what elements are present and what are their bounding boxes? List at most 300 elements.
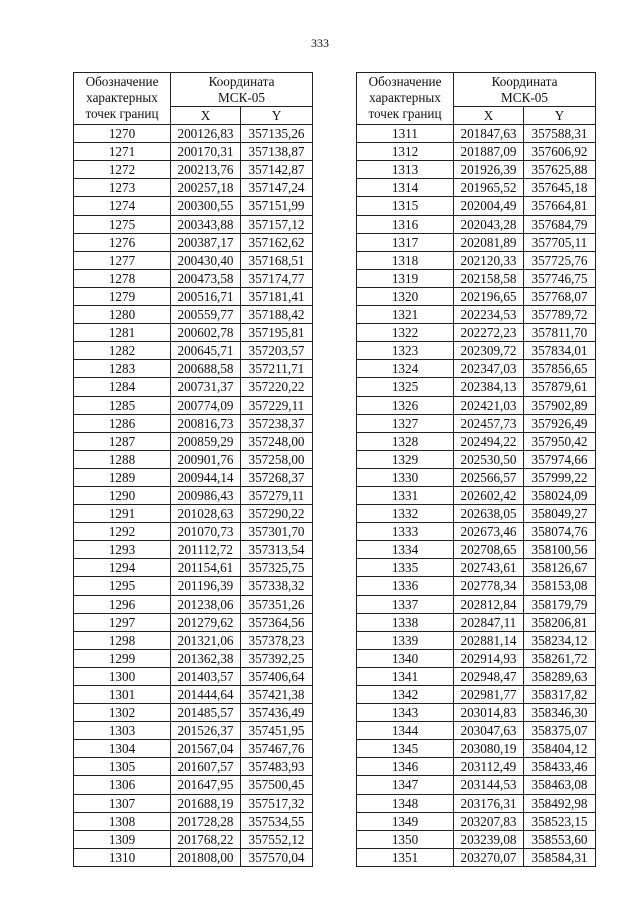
table-row <box>74 324 313 342</box>
point-number-cell: 1349 <box>357 812 454 830</box>
point-number-cell: 1316 <box>357 215 454 233</box>
y-coordinate-cell: 358179,79 <box>524 595 596 613</box>
point-number-cell: 1290 <box>74 486 171 504</box>
point-number-cell: 1320 <box>357 287 454 305</box>
table-row <box>357 704 596 722</box>
x-coordinate-cell: 202981,77 <box>454 686 524 704</box>
point-number-cell: 1329 <box>357 450 454 468</box>
designation-header <box>357 73 454 125</box>
y-coordinate-cell: 357534,55 <box>241 812 313 830</box>
designation-header-line: Обозначение <box>368 74 442 89</box>
y-coordinate-cell: 358492,98 <box>524 794 596 812</box>
y-coordinate-cell: 357157,12 <box>241 215 313 233</box>
x-coordinate-cell: 202421,03 <box>454 396 524 414</box>
point-number-cell: 1280 <box>74 306 171 324</box>
y-coordinate-cell: 357188,42 <box>241 306 313 324</box>
table-row <box>357 486 596 504</box>
table-row <box>357 812 596 830</box>
y-coordinate-cell: 357229,11 <box>241 396 313 414</box>
point-number-cell: 1300 <box>74 667 171 685</box>
table-row <box>74 830 313 848</box>
x-coordinate-cell: 201362,38 <box>171 649 241 667</box>
x-coordinate-cell: 202457,73 <box>454 414 524 432</box>
x-coordinate-cell: 200300,55 <box>171 197 241 215</box>
x-coordinate-cell: 200901,76 <box>171 450 241 468</box>
x-coordinate-cell: 201403,57 <box>171 667 241 685</box>
y-coordinate-cell: 357203,57 <box>241 342 313 360</box>
header-row <box>74 73 313 107</box>
x-coordinate-cell: 200343,88 <box>171 215 241 233</box>
x-coordinate-cell: 201965,52 <box>454 179 524 197</box>
x-coordinate-cell: 202812,84 <box>454 595 524 613</box>
point-number-cell: 1327 <box>357 414 454 432</box>
x-coordinate-cell: 201444,64 <box>171 686 241 704</box>
table-row <box>74 450 313 468</box>
designation-header-line: Обозначение <box>85 74 159 89</box>
point-number-cell: 1328 <box>357 432 454 450</box>
y-coordinate-cell: 357552,12 <box>241 830 313 848</box>
table-row <box>74 342 313 360</box>
x-coordinate-cell: 200944,14 <box>171 468 241 486</box>
table-row <box>357 613 596 631</box>
point-number-cell: 1296 <box>74 595 171 613</box>
x-coordinate-cell: 202602,42 <box>454 486 524 504</box>
table-row <box>357 287 596 305</box>
y-coordinate-cell: 357436,49 <box>241 704 313 722</box>
y-coordinate-cell: 358375,07 <box>524 722 596 740</box>
point-number-cell: 1321 <box>357 306 454 324</box>
y-coordinate-cell: 357625,88 <box>524 161 596 179</box>
table-row <box>74 505 313 523</box>
coordinate-group-header <box>171 73 313 107</box>
table-row <box>74 613 313 631</box>
table-row <box>357 161 596 179</box>
y-coordinate-cell: 357926,49 <box>524 414 596 432</box>
x-coordinate-cell: 201526,37 <box>171 722 241 740</box>
y-coordinate-cell: 357746,75 <box>524 269 596 287</box>
y-column-header: Y <box>241 107 313 125</box>
y-coordinate-cell: 357135,26 <box>241 125 313 143</box>
point-number-cell: 1305 <box>74 758 171 776</box>
x-coordinate-cell: 200126,83 <box>171 125 241 143</box>
coordinates-table-right <box>356 72 596 867</box>
x-column-header: X <box>454 107 524 125</box>
y-coordinate-cell: 358074,76 <box>524 523 596 541</box>
table-row <box>74 468 313 486</box>
y-coordinate-cell: 358100,56 <box>524 541 596 559</box>
point-number-cell: 1312 <box>357 143 454 161</box>
y-coordinate-cell: 358049,27 <box>524 505 596 523</box>
y-coordinate-cell: 357268,37 <box>241 468 313 486</box>
y-coordinate-cell: 357856,65 <box>524 360 596 378</box>
point-number-cell: 1323 <box>357 342 454 360</box>
table-row <box>74 306 313 324</box>
y-coordinate-cell: 357162,62 <box>241 233 313 251</box>
y-coordinate-cell: 357768,07 <box>524 287 596 305</box>
table-body <box>74 125 313 867</box>
table-row <box>74 758 313 776</box>
table-row <box>357 215 596 233</box>
y-coordinate-cell: 357338,32 <box>241 577 313 595</box>
x-coordinate-cell: 201887,09 <box>454 143 524 161</box>
y-coordinate-cell: 357181,41 <box>241 287 313 305</box>
y-coordinate-cell: 358126,67 <box>524 559 596 577</box>
table-row <box>357 776 596 794</box>
designation-header-line: характерных <box>369 90 441 105</box>
point-number-cell: 1288 <box>74 450 171 468</box>
table-row <box>357 686 596 704</box>
point-number-cell: 1340 <box>357 649 454 667</box>
point-number-cell: 1299 <box>74 649 171 667</box>
point-number-cell: 1315 <box>357 197 454 215</box>
x-coordinate-cell: 203207,83 <box>454 812 524 830</box>
y-coordinate-cell: 357974,66 <box>524 450 596 468</box>
y-coordinate-cell: 357238,37 <box>241 414 313 432</box>
x-coordinate-cell: 202234,53 <box>454 306 524 324</box>
x-coordinate-cell: 200473,58 <box>171 269 241 287</box>
x-coordinate-cell: 201647,95 <box>171 776 241 794</box>
designation-header-line: точек границ <box>368 106 442 121</box>
x-coordinate-cell: 200559,77 <box>171 306 241 324</box>
point-number-cell: 1346 <box>357 758 454 776</box>
table-row <box>357 559 596 577</box>
table-row <box>357 595 596 613</box>
coordinate-header-line: МСК-05 <box>218 89 265 105</box>
x-coordinate-cell: 203112,49 <box>454 758 524 776</box>
y-column-header: Y <box>524 107 596 125</box>
x-coordinate-cell: 200859,29 <box>171 432 241 450</box>
table-row <box>74 125 313 143</box>
x-coordinate-cell: 201567,04 <box>171 740 241 758</box>
y-coordinate-cell: 357211,71 <box>241 360 313 378</box>
point-number-cell: 1324 <box>357 360 454 378</box>
table-row <box>74 595 313 613</box>
y-coordinate-cell: 358346,30 <box>524 704 596 722</box>
x-coordinate-cell: 202196,65 <box>454 287 524 305</box>
y-coordinate-cell: 358433,46 <box>524 758 596 776</box>
table-row <box>357 740 596 758</box>
y-coordinate-cell: 357834,01 <box>524 342 596 360</box>
point-number-cell: 1289 <box>74 468 171 486</box>
x-coordinate-cell: 203176,31 <box>454 794 524 812</box>
point-number-cell: 1272 <box>74 161 171 179</box>
y-coordinate-cell: 357570,04 <box>241 848 313 866</box>
point-number-cell: 1350 <box>357 830 454 848</box>
y-coordinate-cell: 358553,60 <box>524 830 596 848</box>
point-number-cell: 1277 <box>74 251 171 269</box>
table-row <box>357 541 596 559</box>
y-coordinate-cell: 357168,51 <box>241 251 313 269</box>
table-row <box>357 450 596 468</box>
y-coordinate-cell: 357151,99 <box>241 197 313 215</box>
designation-header <box>74 73 171 125</box>
point-number-cell: 1351 <box>357 848 454 866</box>
y-coordinate-cell: 357789,72 <box>524 306 596 324</box>
x-coordinate-cell: 202309,72 <box>454 342 524 360</box>
point-number-cell: 1273 <box>74 179 171 197</box>
table-row <box>357 722 596 740</box>
table-row <box>74 631 313 649</box>
y-coordinate-cell: 357879,61 <box>524 378 596 396</box>
point-number-cell: 1334 <box>357 541 454 559</box>
y-coordinate-cell: 357279,11 <box>241 486 313 504</box>
table-row <box>74 667 313 685</box>
x-coordinate-cell: 201321,06 <box>171 631 241 649</box>
x-coordinate-cell: 201926,39 <box>454 161 524 179</box>
x-coordinate-cell: 201279,62 <box>171 613 241 631</box>
point-number-cell: 1276 <box>74 233 171 251</box>
y-coordinate-cell: 357588,31 <box>524 125 596 143</box>
y-coordinate-cell: 357301,70 <box>241 523 313 541</box>
point-number-cell: 1330 <box>357 468 454 486</box>
point-number-cell: 1306 <box>74 776 171 794</box>
designation-header-line: точек границ <box>85 106 159 121</box>
x-coordinate-cell: 202743,61 <box>454 559 524 577</box>
table-row <box>357 848 596 866</box>
x-coordinate-cell: 200774,09 <box>171 396 241 414</box>
table-row <box>357 360 596 378</box>
y-coordinate-cell: 357606,92 <box>524 143 596 161</box>
y-coordinate-cell: 357195,81 <box>241 324 313 342</box>
x-coordinate-cell: 202120,33 <box>454 251 524 269</box>
table-row <box>74 559 313 577</box>
y-coordinate-cell: 357467,76 <box>241 740 313 758</box>
x-coordinate-cell: 200602,78 <box>171 324 241 342</box>
x-coordinate-cell: 202566,57 <box>454 468 524 486</box>
y-coordinate-cell: 357220,22 <box>241 378 313 396</box>
point-number-cell: 1278 <box>74 269 171 287</box>
x-coordinate-cell: 201607,57 <box>171 758 241 776</box>
table-row <box>74 541 313 559</box>
y-coordinate-cell: 357999,22 <box>524 468 596 486</box>
point-number-cell: 1307 <box>74 794 171 812</box>
x-coordinate-cell: 201154,61 <box>171 559 241 577</box>
coordinate-header-line: Координата <box>491 73 558 89</box>
x-coordinate-cell: 200516,71 <box>171 287 241 305</box>
x-coordinate-cell: 202638,05 <box>454 505 524 523</box>
point-number-cell: 1275 <box>74 215 171 233</box>
y-coordinate-cell: 357392,25 <box>241 649 313 667</box>
y-coordinate-cell: 358206,81 <box>524 613 596 631</box>
table-row <box>357 505 596 523</box>
y-coordinate-cell: 357351,26 <box>241 595 313 613</box>
table-row <box>74 740 313 758</box>
point-number-cell: 1298 <box>74 631 171 649</box>
table-row <box>74 432 313 450</box>
x-coordinate-cell: 203014,83 <box>454 704 524 722</box>
table-row <box>357 523 596 541</box>
y-coordinate-cell: 357364,56 <box>241 613 313 631</box>
point-number-cell: 1301 <box>74 686 171 704</box>
table-row <box>357 378 596 396</box>
table-row <box>357 143 596 161</box>
point-number-cell: 1335 <box>357 559 454 577</box>
point-number-cell: 1291 <box>74 505 171 523</box>
x-coordinate-cell: 200213,76 <box>171 161 241 179</box>
table-row <box>74 269 313 287</box>
table-row <box>74 396 313 414</box>
table-row <box>74 197 313 215</box>
table-row <box>74 794 313 812</box>
table-row <box>357 414 596 432</box>
table-row <box>357 667 596 685</box>
x-coordinate-cell: 200170,31 <box>171 143 241 161</box>
y-coordinate-cell: 358584,31 <box>524 848 596 866</box>
y-coordinate-cell: 357248,00 <box>241 432 313 450</box>
x-coordinate-cell: 200387,17 <box>171 233 241 251</box>
coordinates-table-left <box>73 72 313 867</box>
table-row <box>74 486 313 504</box>
point-number-cell: 1270 <box>74 125 171 143</box>
point-number-cell: 1284 <box>74 378 171 396</box>
table-row <box>74 251 313 269</box>
x-coordinate-cell: 203239,08 <box>454 830 524 848</box>
x-coordinate-cell: 202384,13 <box>454 378 524 396</box>
table-row <box>357 179 596 197</box>
point-number-cell: 1336 <box>357 577 454 595</box>
point-number-cell: 1285 <box>74 396 171 414</box>
y-coordinate-cell: 357811,70 <box>524 324 596 342</box>
x-coordinate-cell: 203080,19 <box>454 740 524 758</box>
y-coordinate-cell: 358024,09 <box>524 486 596 504</box>
table-row <box>357 269 596 287</box>
point-number-cell: 1309 <box>74 830 171 848</box>
y-coordinate-cell: 358317,82 <box>524 686 596 704</box>
y-coordinate-cell: 357325,75 <box>241 559 313 577</box>
point-number-cell: 1293 <box>74 541 171 559</box>
y-coordinate-cell: 358463,08 <box>524 776 596 794</box>
point-number-cell: 1319 <box>357 269 454 287</box>
point-number-cell: 1271 <box>74 143 171 161</box>
point-number-cell: 1343 <box>357 704 454 722</box>
x-coordinate-cell: 201238,06 <box>171 595 241 613</box>
point-number-cell: 1311 <box>357 125 454 143</box>
table-row <box>357 125 596 143</box>
point-number-cell: 1348 <box>357 794 454 812</box>
table-row <box>74 179 313 197</box>
y-coordinate-cell: 357378,23 <box>241 631 313 649</box>
point-number-cell: 1286 <box>74 414 171 432</box>
header-row <box>357 73 596 107</box>
table-row <box>74 523 313 541</box>
table-row <box>357 830 596 848</box>
table-row <box>357 342 596 360</box>
x-coordinate-cell: 201808,00 <box>171 848 241 866</box>
table-row <box>74 649 313 667</box>
point-number-cell: 1339 <box>357 631 454 649</box>
coordinate-header-line: Координата <box>208 73 275 89</box>
x-coordinate-cell: 200257,18 <box>171 179 241 197</box>
designation-header-line: характерных <box>86 90 158 105</box>
table-row <box>74 143 313 161</box>
table-body <box>357 125 596 867</box>
point-number-cell: 1332 <box>357 505 454 523</box>
y-coordinate-cell: 357645,18 <box>524 179 596 197</box>
point-number-cell: 1274 <box>74 197 171 215</box>
y-coordinate-cell: 357147,24 <box>241 179 313 197</box>
table-row <box>74 215 313 233</box>
point-number-cell: 1292 <box>74 523 171 541</box>
point-number-cell: 1297 <box>74 613 171 631</box>
y-coordinate-cell: 357500,45 <box>241 776 313 794</box>
y-coordinate-cell: 357138,87 <box>241 143 313 161</box>
x-coordinate-cell: 202004,49 <box>454 197 524 215</box>
point-number-cell: 1318 <box>357 251 454 269</box>
point-number-cell: 1331 <box>357 486 454 504</box>
x-coordinate-cell: 202914,93 <box>454 649 524 667</box>
table-row <box>74 704 313 722</box>
table-row <box>357 197 596 215</box>
point-number-cell: 1282 <box>74 342 171 360</box>
y-coordinate-cell: 357406,64 <box>241 667 313 685</box>
x-coordinate-cell: 201196,39 <box>171 577 241 595</box>
page-number: 333 <box>311 36 329 50</box>
table-row <box>357 233 596 251</box>
y-coordinate-cell: 358289,63 <box>524 667 596 685</box>
table-row <box>74 161 313 179</box>
table-row <box>357 306 596 324</box>
table-row <box>74 378 313 396</box>
x-coordinate-cell: 201847,63 <box>454 125 524 143</box>
y-coordinate-cell: 358234,12 <box>524 631 596 649</box>
point-number-cell: 1279 <box>74 287 171 305</box>
y-coordinate-cell: 357421,38 <box>241 686 313 704</box>
table-row <box>74 848 313 866</box>
y-coordinate-cell: 357313,54 <box>241 541 313 559</box>
table-row <box>357 396 596 414</box>
y-coordinate-cell: 357725,76 <box>524 251 596 269</box>
x-coordinate-cell: 200816,73 <box>171 414 241 432</box>
x-coordinate-cell: 201485,57 <box>171 704 241 722</box>
y-coordinate-cell: 357451,95 <box>241 722 313 740</box>
point-number-cell: 1308 <box>74 812 171 830</box>
y-coordinate-cell: 357142,87 <box>241 161 313 179</box>
point-number-cell: 1326 <box>357 396 454 414</box>
x-coordinate-cell: 201028,63 <box>171 505 241 523</box>
x-coordinate-cell: 202673,46 <box>454 523 524 541</box>
x-coordinate-cell: 202043,28 <box>454 215 524 233</box>
x-coordinate-cell: 200986,43 <box>171 486 241 504</box>
x-coordinate-cell: 201768,22 <box>171 830 241 848</box>
y-coordinate-cell: 357174,77 <box>241 269 313 287</box>
y-coordinate-cell: 357664,81 <box>524 197 596 215</box>
x-coordinate-cell: 203047,63 <box>454 722 524 740</box>
y-coordinate-cell: 357517,32 <box>241 794 313 812</box>
point-number-cell: 1337 <box>357 595 454 613</box>
x-coordinate-cell: 202081,89 <box>454 233 524 251</box>
point-number-cell: 1313 <box>357 161 454 179</box>
point-number-cell: 1283 <box>74 360 171 378</box>
point-number-cell: 1281 <box>74 324 171 342</box>
x-column-header: X <box>171 107 241 125</box>
x-coordinate-cell: 200731,37 <box>171 378 241 396</box>
point-number-cell: 1333 <box>357 523 454 541</box>
table-row <box>74 812 313 830</box>
y-coordinate-cell: 357483,93 <box>241 758 313 776</box>
x-coordinate-cell: 202530,50 <box>454 450 524 468</box>
point-number-cell: 1341 <box>357 667 454 685</box>
x-coordinate-cell: 201112,72 <box>171 541 241 559</box>
table-row <box>357 631 596 649</box>
table-row <box>357 649 596 667</box>
point-number-cell: 1342 <box>357 686 454 704</box>
table-row <box>74 722 313 740</box>
table-row <box>74 233 313 251</box>
y-coordinate-cell: 358404,12 <box>524 740 596 758</box>
table-row <box>357 432 596 450</box>
x-coordinate-cell: 202708,65 <box>454 541 524 559</box>
table-row <box>357 577 596 595</box>
